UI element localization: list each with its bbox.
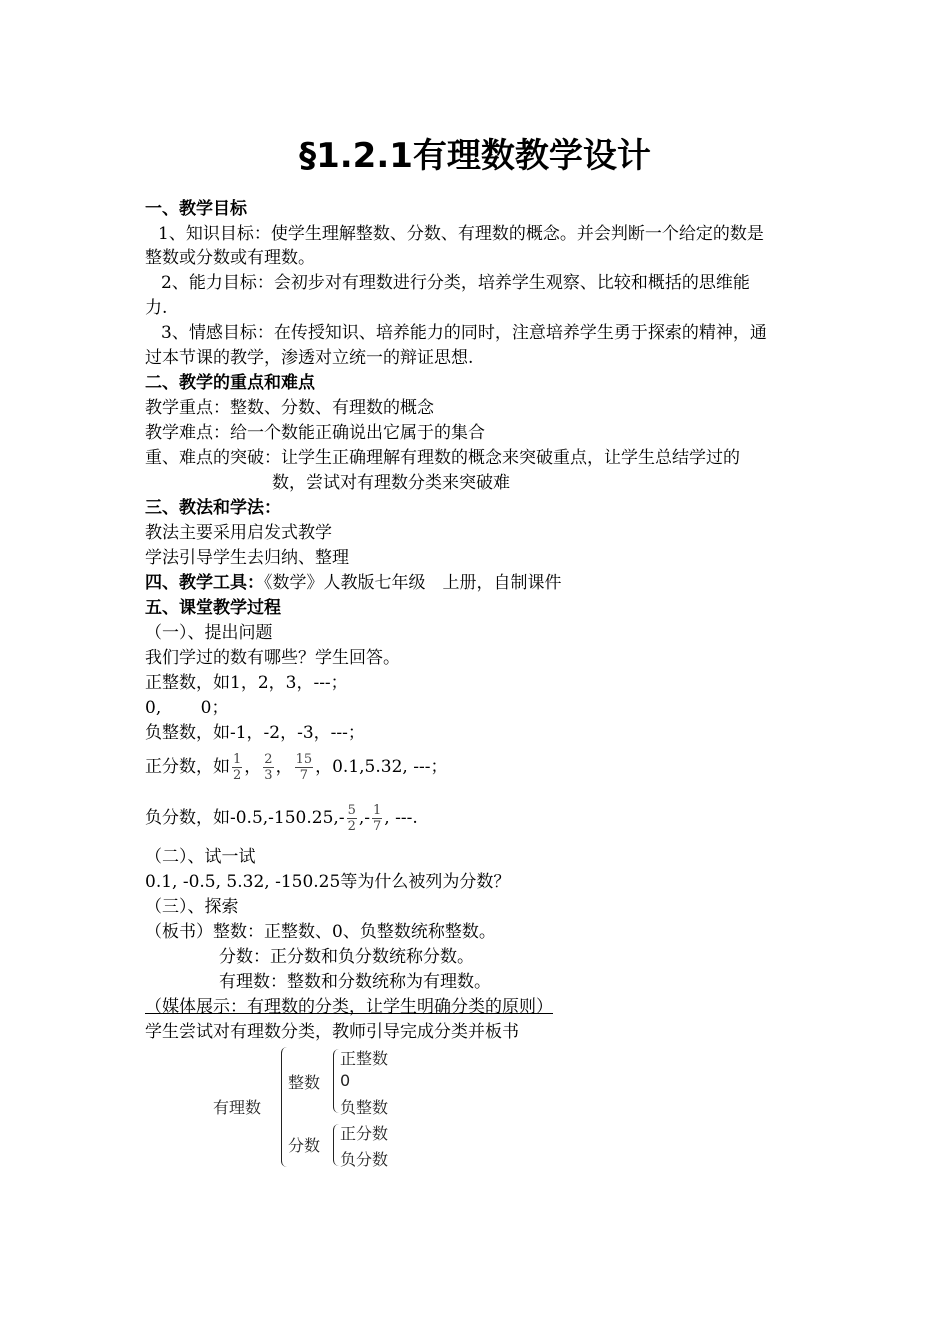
tree-positive-integer: 正整数 xyxy=(340,1049,389,1068)
text-line: 数，尝试对有理数分类来突破难 xyxy=(272,473,510,493)
text-line: 0.1, -0.5, 5.32, -150.25等为什么被列为分数？ xyxy=(145,872,511,892)
document-title: §1.2.1有理数教学设计 xyxy=(299,136,651,176)
negative-fractions-line: 负分数，如-0.5,-150.25,- $\frac{5}{2}$ ,- $\frac{1}{7}$ , ---. xyxy=(145,803,418,834)
tree-negative-integer: 负整数 xyxy=(340,1098,389,1117)
tree-root: 有理数 xyxy=(213,1098,262,1117)
tree-negative-fraction: 负分数 xyxy=(340,1150,389,1169)
text-line: 教学难点：给一个数能正确说出它属于的集合 xyxy=(145,423,485,443)
tree-zero: 0 xyxy=(340,1071,351,1090)
fraction: $\frac{1}{7}$ xyxy=(373,803,382,834)
fraction: $\frac{1}{2}$ xyxy=(233,752,242,783)
subheading: （一）、提出问题 xyxy=(145,623,273,643)
text-line: （板书）整数：正整数、0、负整数统称整数。 xyxy=(145,922,496,942)
tools-line xyxy=(145,571,562,595)
brace-icon xyxy=(333,1124,339,1166)
text-line: 1、知识目标：使学生理解整数、分数、有理数的概念。并会判断一个给定的数是 xyxy=(158,224,764,244)
fraction: $\frac{5}{2}$ xyxy=(347,803,356,834)
section-heading-process: 五、课堂教学过程 xyxy=(145,598,281,618)
text-line: 我们学过的数有哪些？学生回答。 xyxy=(145,648,400,668)
tree-positive-fraction: 正分数 xyxy=(340,1124,389,1143)
text-line: 重、难点的突破：让学生正确理解有理数的概念来突破重点，让学生总结学过的 xyxy=(145,448,740,468)
text-line: 分数：正分数和负分数统称分数。 xyxy=(219,947,474,967)
subheading: （三）、探索 xyxy=(145,897,239,917)
text-line: 学法引导学生去归纳、整理 xyxy=(145,548,349,568)
text-line: 教学重点：整数、分数、有理数的概念 xyxy=(145,398,434,418)
section-heading-tools: 四、教学工具： xyxy=(145,573,264,593)
text-line: 过本节课的教学，渗透对立统一的辩证思想. xyxy=(145,348,474,368)
text-line: 整数或分数或有理数。 xyxy=(145,248,315,268)
text-line: 0, 0； xyxy=(145,698,229,718)
text-line: 2、能力目标：会初步对有理数进行分类，培养学生观察、比较和概括的思维能 xyxy=(161,273,750,293)
positive-fractions-line: 正分数，如 $\frac{1}{2}$ ， $\frac{2}{3}$ ， $\frac{15}{7}$ ，0.1,5.32, ---； xyxy=(145,752,448,783)
section-heading-key-points: 二、教学的重点和难点 xyxy=(145,373,315,393)
tree-integer: 整数 xyxy=(288,1073,321,1092)
text-line: 力. xyxy=(145,298,168,318)
subheading: （二）、试一试 xyxy=(145,847,256,867)
fraction: $\frac{15}{7}$ xyxy=(295,752,313,783)
text-line: 负整数，如-1，-2，-3，---； xyxy=(145,723,365,743)
tree-fraction: 分数 xyxy=(288,1136,321,1155)
text-line: 教法主要采用启发式教学 xyxy=(145,523,332,543)
text-line: 有理数：整数和分数统称为有理数。 xyxy=(219,972,491,992)
text-line: 正整数，如1，2，3，---； xyxy=(145,673,348,693)
section-heading-methods: 三、教法和学法： xyxy=(145,498,281,518)
text-line: 3、情感目标：在传授知识、培养能力的同时，注意培养学生勇于探索的精神，通 xyxy=(161,323,767,343)
media-note: （媒体展示：有理数的分类，让学生明确分类的原则） xyxy=(145,997,553,1017)
fraction: $\frac{2}{3}$ xyxy=(264,752,273,783)
brace-icon xyxy=(333,1049,339,1113)
section-heading-objectives: 一、教学目标 xyxy=(145,199,247,219)
tools-text: 《数学》人教版七年级 上册，自制课件 xyxy=(264,573,562,593)
text-line: 学生尝试对有理数分类，教师引导完成分类并板书 xyxy=(145,1022,519,1042)
brace-icon xyxy=(281,1047,288,1167)
